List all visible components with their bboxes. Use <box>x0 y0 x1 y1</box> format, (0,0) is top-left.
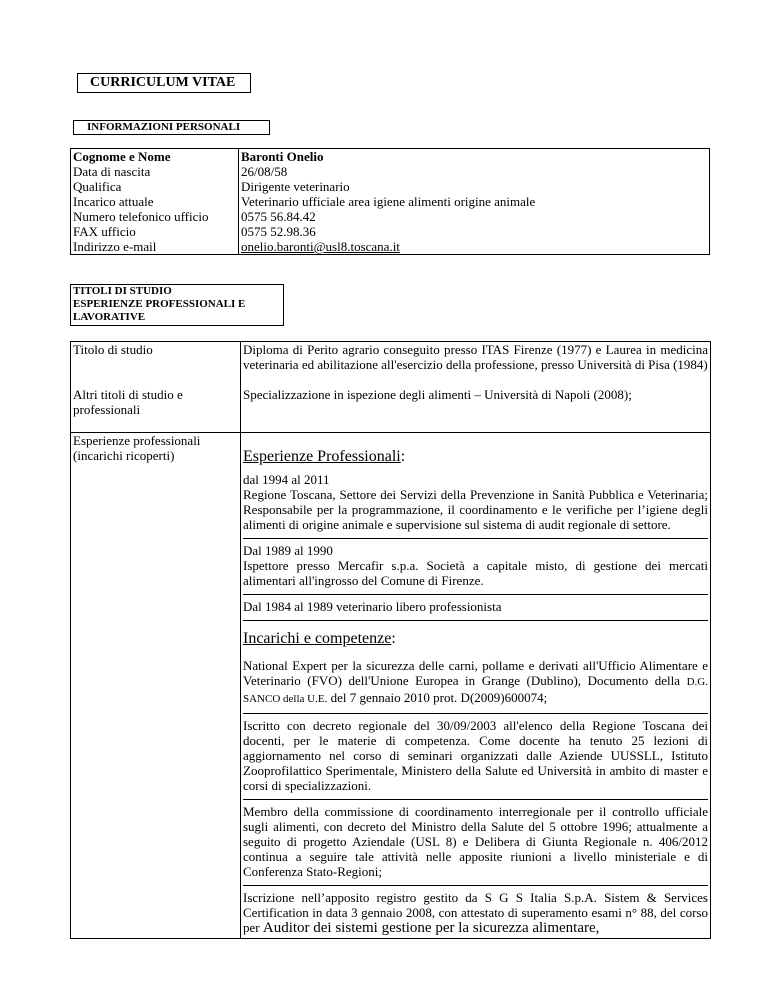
studies-table <box>70 341 711 939</box>
personal-section-title: INFORMAZIONI PERSONALI <box>87 121 241 133</box>
email-link-text[interactable]: onelio.baronti@usl8.toscana.it <box>241 239 400 254</box>
competenze-text: Iscrizione nell’apposito registro gestito da S G S Italia S.p.A. Sistem & Services Certification in data 3 gennaio 2008, con attestato di superamento esami n° 88, del corso per <box>243 890 708 935</box>
personal-value: Veterinario ufficiale area igiene alimenti origine animale <box>239 194 710 209</box>
table-row <box>71 209 710 224</box>
competenze-heading-suffix: : <box>391 630 396 647</box>
personal-section-header <box>73 120 270 135</box>
experience-item: Dal 1984 al 1989 veterinario libero professionista <box>243 595 708 621</box>
table-row <box>71 387 711 433</box>
personal-value: 0575 52.98.36 <box>239 224 710 239</box>
experience-item: Dal 1989 al 1990 Ispettore presso Mercafir s.p.a. Società a capitale misto, di gestione dei mercati alimentari all'ingrosso del Comune di Firenze. <box>243 539 708 595</box>
table-row <box>71 239 710 255</box>
competenze-item: Membro della commissione di coordinamento interregionale per il controllo ufficiale sugli alimenti, con decreto del Ministro della Salute del 5 ottobre 1996; attualmente a seguito di progetto Aziendale (USL 8) e Delibera di Giunta Regionale n. 406/2012 continua a seguire tale attività nelle apposite riunioni a livello ministeriale e di Conferenza Stato-Regioni; <box>243 800 708 886</box>
competenze-text-small: D.G. SANCO della U.E. <box>243 676 708 705</box>
competenze-text-large: Auditor dei sistemi gestione per la sicurezza alimentare, <box>262 920 600 936</box>
studies-label: Titolo di studio <box>71 342 241 388</box>
personal-label: Incarico attuale <box>71 194 239 209</box>
table-row <box>71 433 711 939</box>
studies-section-line: ESPERIENZE PROFESSIONALI E <box>73 298 246 310</box>
studies-section-line: TITOLI DI STUDIO <box>73 285 172 297</box>
personal-label: FAX ufficio <box>71 224 239 239</box>
studies-section-header <box>70 284 284 326</box>
experience-label: Esperienze professionali (incarichi ricoperti) <box>71 433 241 939</box>
personal-value: Dirigente veterinario <box>239 179 710 194</box>
personal-label: Data di nascita <box>71 164 239 179</box>
personal-label: Qualifica <box>71 179 239 194</box>
email-link[interactable] <box>239 239 710 255</box>
personal-value: 26/08/58 <box>239 164 710 179</box>
cv-title: CURRICULUM VITAE <box>90 75 236 90</box>
table-row <box>71 149 710 165</box>
competenze-heading <box>243 631 708 646</box>
studies-value: Diploma di Perito agrario conseguito presso ITAS Firenze (1977) e Laurea in medicina veterinaria ed abilitazione all'esercizio della professione, presso Università di Pisa (1984) <box>241 342 711 388</box>
table-row <box>71 164 710 179</box>
competenze-item: Iscritto con decreto regionale del 30/09/2003 all'elenco della Regione Toscana dei docenti, per le materie di competenza. Come docente ha tenuto 25 lezioni di aggiornamento nel corso di seminari organizzati dalle Aziende UUSSLL, Istituto Zooprofilattico Sperimentale, Ministero della Salute ed Università in ambito di master e corsi di specializzazioni. <box>243 714 708 800</box>
personal-value: 0575 56.84.42 <box>239 209 710 224</box>
personal-value: Baronti Onelio <box>239 149 710 165</box>
experience-item: dal 1994 al 2011 Regione Toscana, Settore dei Servizi della Prevenzione in Sanità Pubblica e Veterinaria; Responsabile per la programmazione, il coordinamento e le verifiche per l’igiene degli alimenti di origine animale e supervisione sul sistema di audit regionale di settore. <box>243 468 708 539</box>
competenze-item <box>243 886 708 938</box>
other-titles-label: Altri titoli di studio e professionali <box>71 387 241 433</box>
table-row <box>71 194 710 209</box>
personal-label: Indirizzo e-mail <box>71 239 239 255</box>
other-titles-value: Specializzazione in ispezione degli alimenti – Università di Napoli (2008); <box>241 387 711 433</box>
experience-cell <box>241 433 711 939</box>
table-row <box>71 179 710 194</box>
studies-section-line: LAVORATIVE <box>73 311 146 323</box>
competenze-heading-text: Incarichi e competenze <box>243 630 392 647</box>
competenze-text: National Expert per la sicurezza delle carni, pollame e derivati all'Ufficio Alimentare e Veterinario (FVO) dell'Unione Europea in Grange (Dublino), Documento della <box>243 658 708 688</box>
personal-label: Cognome e Nome <box>71 149 239 165</box>
table-row <box>71 224 710 239</box>
experience-heading-text: Esperienze Professionali <box>243 448 401 465</box>
competenze-item <box>243 654 708 714</box>
personal-info-table <box>70 148 710 255</box>
experience-heading <box>243 449 708 464</box>
cv-title-box <box>77 73 251 93</box>
personal-label: Numero telefonico ufficio <box>71 209 239 224</box>
competenze-text: del 7 gennaio 2010 prot. D(2009)600074; <box>327 690 548 705</box>
experience-heading-suffix: : <box>400 448 406 465</box>
table-row <box>71 342 711 388</box>
